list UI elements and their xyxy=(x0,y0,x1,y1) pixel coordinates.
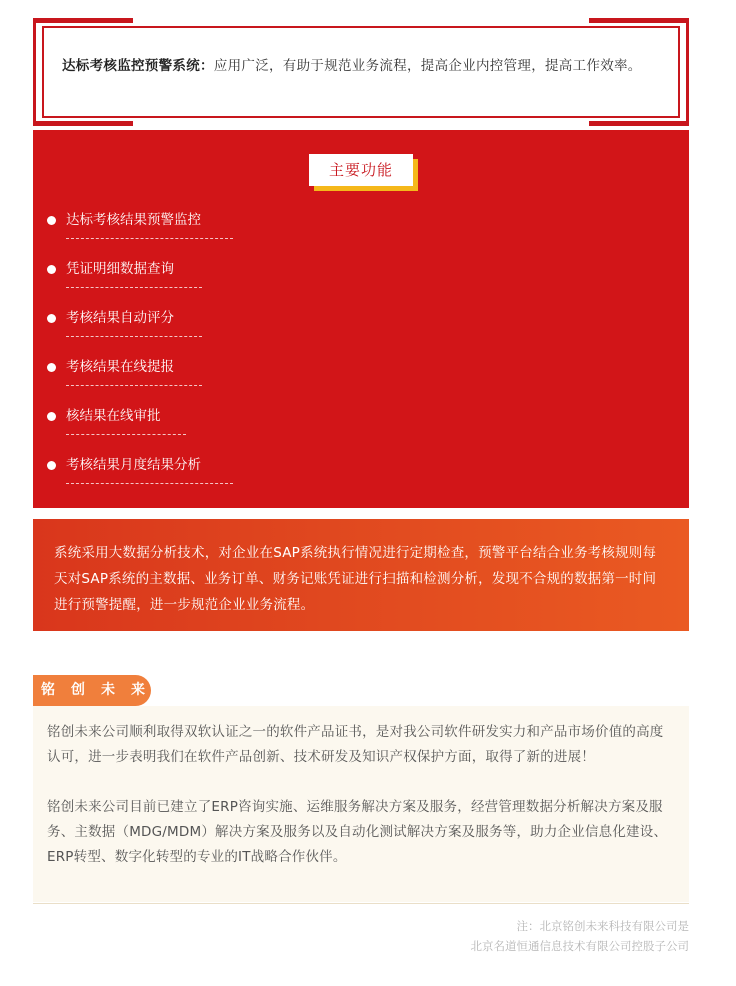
dashed-divider xyxy=(66,385,202,386)
company-paragraph-1: 铭创未来公司顺利取得双软认证之一的软件产品证书，是对我公司软件研发实力和产品市场价值的高度认可，进一步表明我们在软件产品创新、技术研发及知识产权保护方面，取得了新的进展！ xyxy=(47,724,664,765)
company-panel xyxy=(33,706,689,902)
description-panel xyxy=(33,519,689,631)
bullet-icon xyxy=(47,314,56,323)
feature-label: 凭证明细数据查询 xyxy=(66,261,174,277)
features-panel xyxy=(33,130,689,508)
feature-label: 达标考核结果预警监控 xyxy=(66,212,201,228)
dashed-divider xyxy=(66,434,186,435)
bullet-icon xyxy=(47,363,56,372)
dashed-divider xyxy=(66,483,233,484)
bullet-icon xyxy=(47,412,56,421)
brand-chars xyxy=(33,675,153,706)
feature-label: 考核结果月度结果分析 xyxy=(66,457,201,473)
dashed-divider xyxy=(66,287,202,288)
features-title: 主要功能 xyxy=(309,154,413,186)
bullet-icon xyxy=(47,216,56,225)
intro-bold-label: 达标考核监控预警系统： xyxy=(62,58,214,74)
frame-corner-top-right xyxy=(589,18,689,23)
frame-corner-top-left xyxy=(33,18,133,23)
feature-label: 考核结果自动评分 xyxy=(66,310,174,326)
brand-char: 创 xyxy=(71,682,85,698)
footnote-line-1: 注：北京铭创未来科技有限公司是 xyxy=(516,919,689,933)
frame-corner-bottom-right xyxy=(589,121,689,126)
footnote xyxy=(471,916,690,956)
intro-paragraph xyxy=(62,52,660,80)
bullet-icon xyxy=(47,265,56,274)
company-divider xyxy=(33,903,689,904)
dashed-divider xyxy=(66,238,233,239)
brand-char: 来 xyxy=(131,682,145,698)
bullet-icon xyxy=(47,461,56,470)
dashed-divider xyxy=(66,336,202,337)
frame-corner-bottom-left xyxy=(33,121,133,126)
description-text: 系统采用大数据分析技术，对企业在SAP系统执行情况进行定期检查，预警平台结合业务考核规则每天对SAP系统的主数据、业务订单、财务记账凭证进行扫描和检测分析，发现不合规的数据第一时间进行预警提醒，进一步规范企业业务流程。 xyxy=(54,545,657,613)
feature-label: 考核结果在线提报 xyxy=(66,359,174,375)
company-paragraph-2: 铭创未来公司目前已建立了ERP咨询实施、运维服务解决方案及服务，经营管理数据分析解决方案及服务、主数据（MDG/MDM）解决方案及服务以及自动化测试解决方案及服务等，助力企业信息化建设、ERP转型、数字化转型的专业的IT战略合作伙伴。 xyxy=(47,799,668,865)
intro-box xyxy=(42,26,680,118)
brand-char: 未 xyxy=(101,682,115,698)
feature-label: 核结果在线审批 xyxy=(66,408,161,424)
intro-frame xyxy=(33,18,689,126)
footnote-line-2: 北京名道恒通信息技术有限公司控股子公司 xyxy=(470,939,689,953)
intro-text: 应用广泛，有助于规范业务流程，提高企业内控管理，提高工作效率。 xyxy=(213,58,642,74)
brand-char: 铭 xyxy=(41,682,55,698)
